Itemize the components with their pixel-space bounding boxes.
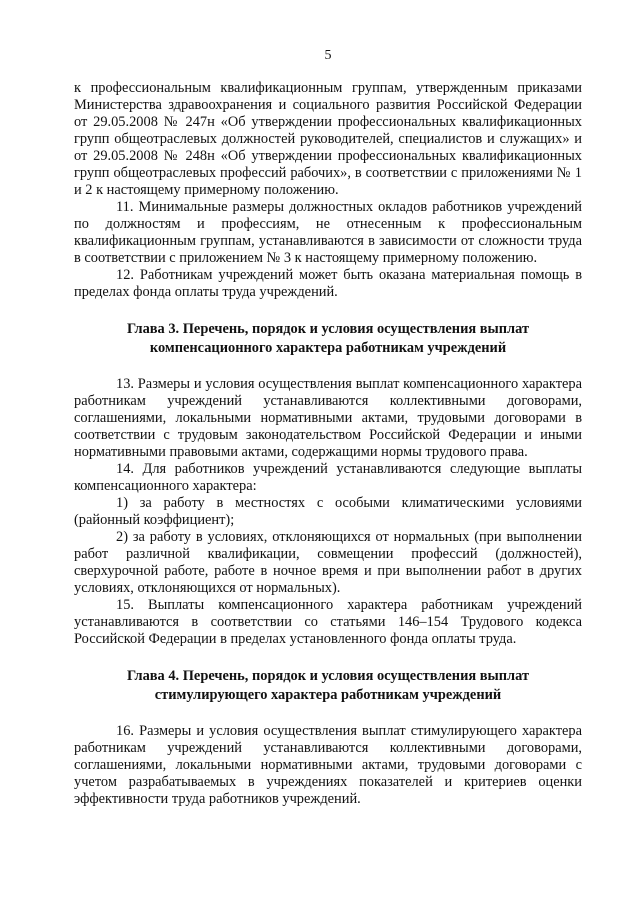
chapter-3-heading xyxy=(74,320,582,358)
paragraph-16: 16. Размеры и условия осуществления выплат стимулирующего характера работникам учреждений устанавливаются коллективными договорами, соглашениями, локальными нормативными актами, трудовыми договорами с учетом разрабатываемых в учреждениях показателей и критериев оценки эффективности труда работников учреждений. xyxy=(74,723,582,807)
list-item-2: 2) за работу в условиях, отклоняющихся от нормальных (при выполнении работ различной квалификации, совмещении профессий (должностей), сверхурочной работе, работе в ночное время и при выполнении работ в других условиях, отклоняющихся от нормальных). xyxy=(74,529,582,596)
spacer xyxy=(74,705,582,723)
chapter-3-heading-line-1: Глава 3. Перечень, порядок и условия осуществления выплат xyxy=(126,321,530,337)
spacer xyxy=(74,301,582,320)
page-number: 5 xyxy=(324,48,332,63)
chapter-4-heading-line-2: стимулирующего характера работникам учреждений xyxy=(154,687,502,703)
chapter-4-heading xyxy=(74,667,582,705)
paragraph-continuation: к профессиональным квалификационным группам, утвержденным приказами Министерства здравоохранения и социального развития Российской Федерации от 29.05.2008 № 247н «Об утверждении профессиональных квалификационных групп общеотраслевых должностей руководителей, специалистов и служащих» и от 29.05.2008 № 248н «Об утверждении профессиональных квалификационных групп общеотраслевых профессий рабочих», в соответствии с приложениями № 1 и 2 к настоящему примерному положению. xyxy=(74,80,582,198)
chapter-4-heading-line-1: Глава 4. Перечень, порядок и условия осуществления выплат xyxy=(126,668,530,684)
paragraph-13: 13. Размеры и условия осуществления выплат компенсационного характера работникам учреждений устанавливаются коллективными договорами, соглашениями, локальными нормативными актами, трудовыми договорами в соответствии с трудовым законодательством Российской Федерации и иными нормативными правовыми актами, содержащими нормы трудового права. xyxy=(74,376,582,460)
paragraph-11: 11. Минимальные размеры должностных окладов работников учреждений по должностям и профессиям, не отнесенным к профессиональным квалификационным группам, устанавливаются в зависимости от сложности труда в соответствии с приложением № 3 к настоящему примерному положению. xyxy=(74,199,582,266)
spacer xyxy=(74,648,582,667)
list-item-1: 1) за работу в местностях с особыми климатическими условиями (районный коэффициент); xyxy=(74,495,582,528)
paragraph-15: 15. Выплаты компенсационного характера работникам учреждений устанавливаются в соответствии со статьями 146–154 Трудового кодекса Российской Федерации в пределах установленного фонда оплаты труда. xyxy=(74,597,582,647)
paragraph-14: 14. Для работников учреждений устанавливаются следующие выплаты компенсационного характера: xyxy=(74,461,582,494)
paragraph-12: 12. Работникам учреждений может быть оказана материальная помощь в пределах фонда оплаты труда учреждений. xyxy=(74,267,582,300)
chapter-3-heading-line-2: компенсационного характера работникам учреждений xyxy=(149,340,507,356)
spacer xyxy=(74,358,582,376)
